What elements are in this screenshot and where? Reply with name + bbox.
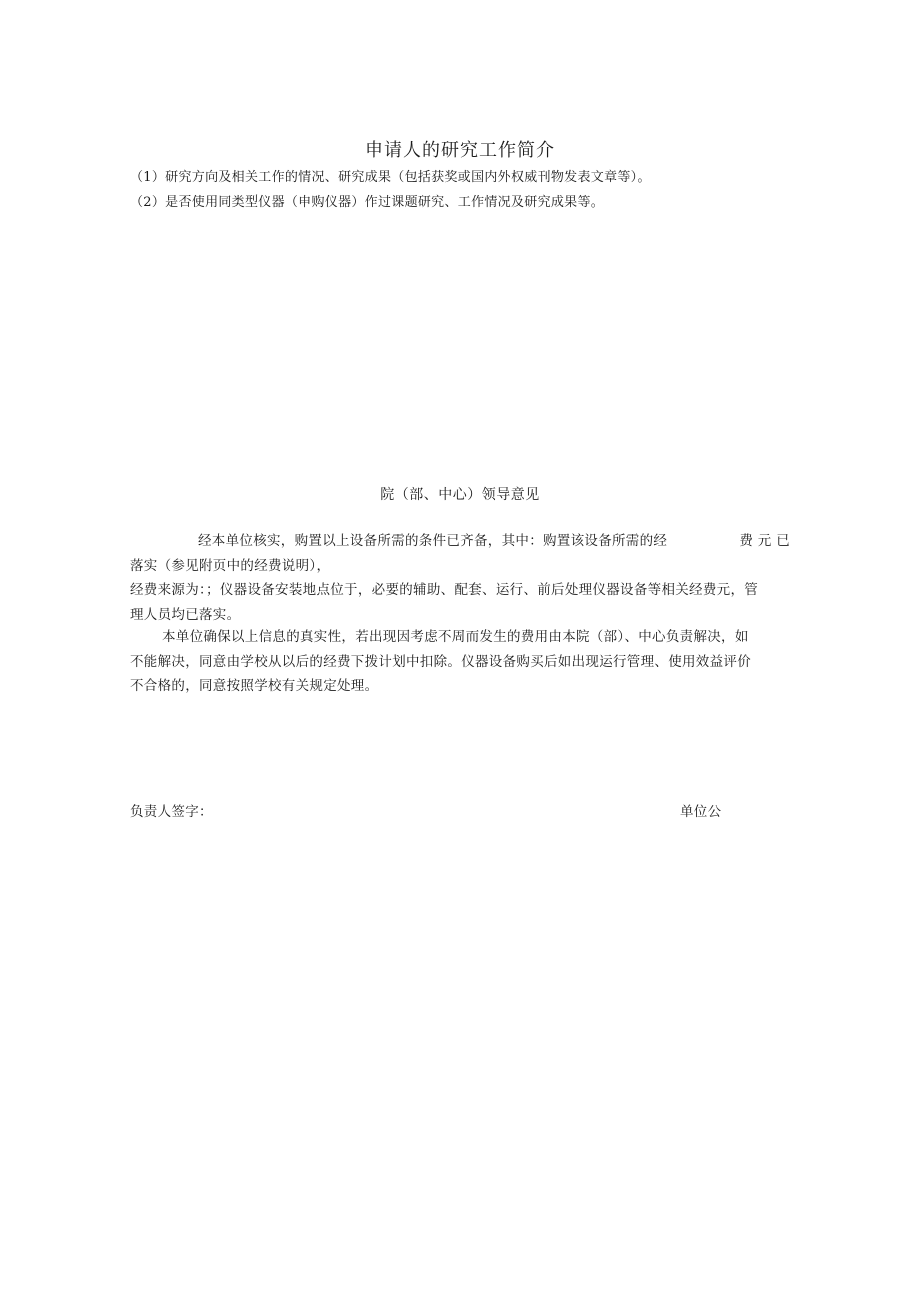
signature-label: 负责人签字： — [130, 804, 213, 820]
paragraph-line: 理人员均已落实。 — [130, 606, 241, 623]
paragraph-line — [130, 529, 790, 554]
research-item-1: （1）研究方向及相关工作的情况、研究成果（包括获奖或国内外权威刊物发表文章等）。 — [130, 170, 651, 185]
paragraph-text: 经本单位核实，购置以上设备所需的条件已齐备，其中：购置该设备所需的经 — [198, 533, 668, 549]
paragraph-line: 不能解决，同意由学校从以后的经费下拨计划中扣除。仪器设备购买后如出现运行管理、使用效益评价 — [130, 653, 751, 670]
paragraph-line: 经费来源为：；仪器设备安装地点位于，必要的辅助、配套、运行、前后处理仪器设备等相关经费元，管 — [130, 582, 759, 598]
paragraph-line: 不合格的，同意按照学校有关规定处理。 — [130, 678, 379, 694]
opinion-paragraph-2 — [130, 625, 790, 699]
research-item-2: （2）是否使用同类型仪器（申购仪器）作过课题研究、工作情况及研究成果等。 — [130, 195, 605, 210]
research-section-title: 申请人的研究工作简介 — [365, 140, 555, 161]
opinion-section-title: 院（部、中心）领导意见 — [380, 487, 540, 503]
paragraph-line-start — [130, 529, 667, 554]
paragraph-line-end: 费 元 已 — [739, 533, 790, 549]
paragraph-line — [130, 625, 790, 650]
paragraph-line: 落实（参见附页中的经费说明）， — [130, 557, 331, 574]
unit-seal-label: 单位公 — [680, 804, 722, 820]
opinion-paragraph-1 — [130, 529, 790, 627]
paragraph-text: 本单位确保以上信息的真实性，若出现因考虑不周而发生的费用由本院（部）、中心负责解决，如 — [162, 629, 749, 645]
